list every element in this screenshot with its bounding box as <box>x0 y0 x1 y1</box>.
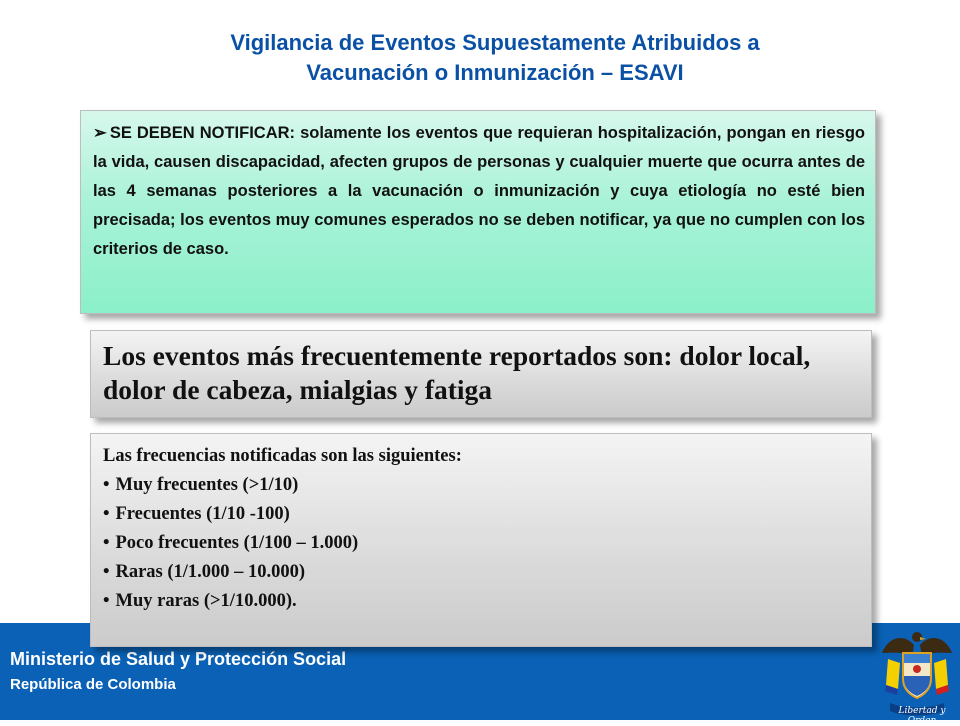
bullet-icon: • <box>103 562 110 582</box>
frequency-list <box>103 442 861 616</box>
list-item: • Raras (1/1.000 – 10.000) <box>103 562 306 582</box>
footer-ministry: Ministerio de Salud y Protección Social <box>10 649 347 669</box>
arrow-bullet-icon: ➢ <box>93 124 107 142</box>
bullet-icon: • <box>103 533 110 553</box>
list-item: • Frecuentes (1/10 -100) <box>103 504 290 524</box>
events-box <box>90 330 872 418</box>
events-text: Los eventos más frecuentemente reportados son: dolor local, dolor de cabeza, mialgias y fatiga <box>103 340 811 405</box>
notify-lead: SE DEBEN NOTIFICAR: <box>109 124 296 142</box>
bullet-icon: • <box>103 504 110 524</box>
notify-text <box>93 119 865 264</box>
slide-title <box>100 28 890 88</box>
notify-box <box>80 110 876 314</box>
motto-text: Libertad y Orden <box>898 706 946 726</box>
slide-title-line-2: Vacunación o Inmunización – ESAVI <box>306 60 684 85</box>
list-item: • Poco frecuentes (1/100 – 1.000) <box>103 533 359 553</box>
list-item: • Muy frecuentes (>1/10) <box>103 475 299 495</box>
footer-country: República de Colombia <box>10 676 176 693</box>
list-item: • Muy raras (>1/10.000). <box>103 591 297 611</box>
frequency-heading: Las frecuencias notificadas son las siguientes: <box>103 446 462 466</box>
bullet-icon: • <box>103 591 110 611</box>
frequency-box <box>90 433 872 647</box>
slide-title-line-1: Vigilancia de Eventos Supuestamente Atribuidos a <box>230 30 760 55</box>
notify-body: solamente los eventos que requieran hospitalización, pongan en riesgo la vida, causen discapacidad, afecten grupos de personas y cualquier muerte que ocurra antes de las 4 semanas posteriores a la vacunación o inmunización y cuya etiología no esté bien precisada; los eventos muy comunes esperados no se deben notificar, ya que no cumplen con los criterios de caso. <box>93 124 865 258</box>
bullet-icon: • <box>103 475 110 495</box>
